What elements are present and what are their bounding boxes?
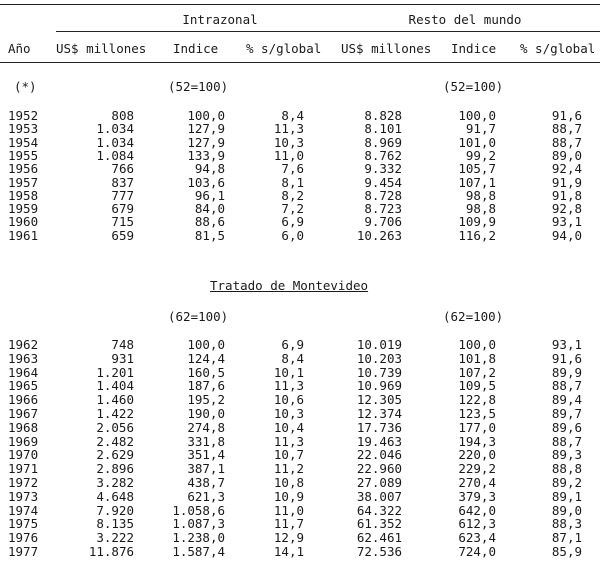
table-row [0, 530, 600, 545]
table-cell: 89,1 [551, 488, 582, 504]
table-row [0, 365, 600, 380]
header-rule [0, 62, 600, 63]
table-cell: 101,0 [458, 134, 496, 150]
table-cell: 10,3 [273, 134, 304, 150]
table-cell: 88,8 [551, 461, 582, 477]
table-cell: 1.034 [96, 121, 134, 137]
table-cell: 8.101 [364, 121, 402, 137]
table-cell: 1.460 [96, 392, 134, 408]
table-cell: 105,7 [458, 161, 496, 177]
table-cell: 88,7 [551, 433, 582, 449]
table-cell: 3.282 [96, 475, 134, 490]
table-cell: 229,2 [458, 461, 496, 477]
table-cell: 12.374 [356, 406, 402, 421]
table-cell: 11,3 [273, 433, 304, 449]
col-pct-1-header: % s/global [246, 41, 322, 56]
table-cell: 12.305 [356, 392, 402, 408]
table-cell: 2.629 [96, 447, 134, 463]
table-cell: 1.058,6 [172, 502, 225, 518]
table-cell: 100,0 [458, 337, 496, 352]
footnote-mark: (*) [14, 79, 37, 94]
table-cell: 87,1 [551, 530, 582, 546]
table-row [0, 406, 600, 421]
table-row [0, 475, 600, 490]
table-cell: 101,8 [458, 350, 496, 366]
section1-base-1: (52=100) [168, 79, 229, 94]
table-row [0, 420, 600, 435]
table-cell: 1975 [8, 516, 39, 532]
table-cell: 1.034 [96, 134, 134, 150]
table-row [0, 489, 600, 504]
table-cell: 11,2 [273, 461, 304, 477]
table-cell: 679 [111, 201, 134, 217]
table-cell: 1972 [8, 475, 39, 490]
table-cell: 1957 [8, 174, 39, 190]
table-row [0, 503, 600, 518]
table-cell: 89,3 [551, 447, 582, 463]
table-cell: 89,2 [551, 475, 582, 490]
table-cell: 85,9 [551, 544, 582, 559]
table-cell: 62.461 [356, 530, 402, 546]
table-cell: 91,6 [551, 350, 582, 366]
table-cell: 10,8 [273, 475, 304, 490]
table-cell: 89,7 [551, 406, 582, 421]
table-cell: 11,0 [273, 147, 304, 163]
table-cell: 116,2 [458, 227, 496, 243]
table-cell: 1968 [8, 419, 39, 435]
table-cell: 72.536 [356, 544, 402, 559]
table-cell: 7,2 [281, 201, 304, 217]
table-cell: 10,9 [273, 488, 304, 504]
table-row [0, 378, 600, 393]
table-cell: 10,6 [273, 392, 304, 408]
table-cell: 89,6 [551, 419, 582, 435]
table-cell: 133,9 [187, 147, 225, 163]
table-cell: 1.087,3 [172, 516, 225, 532]
table-cell: 1.201 [96, 364, 134, 380]
section2-title: Tratado de Montevideo [210, 278, 369, 293]
table-cell: 88,7 [551, 121, 582, 137]
table-cell: 8.969 [364, 134, 402, 150]
group-rule [56, 31, 600, 32]
table-cell: 8,2 [281, 187, 304, 203]
table-cell: 2.896 [96, 461, 134, 477]
table-cell: 1.084 [96, 147, 134, 163]
table-cell: 10.203 [356, 350, 402, 366]
section1-base-2: (52=100) [443, 79, 504, 94]
table-cell: 8,1 [281, 174, 304, 190]
group-intrazonal-label: Intrazonal [182, 12, 258, 27]
table-cell: 8.728 [364, 187, 402, 203]
section2-base-2: (62=100) [443, 309, 504, 324]
table-cell: 4.648 [96, 488, 134, 504]
table-cell: 8.723 [364, 201, 402, 217]
table-cell: 91,6 [551, 108, 582, 123]
table-cell: 1963 [8, 350, 39, 366]
table-cell: 379,3 [458, 488, 496, 504]
table-row [0, 228, 600, 243]
col-indice-1-header: Indice [173, 41, 219, 56]
table-cell: 1969 [8, 433, 39, 449]
table-row [0, 544, 600, 559]
table-cell: 1964 [8, 364, 39, 380]
table-cell: 9.332 [364, 161, 402, 177]
table-cell: 1970 [8, 447, 39, 463]
table-cell: 177,0 [458, 419, 496, 435]
table-row [0, 447, 600, 462]
table-cell: 84,0 [194, 201, 225, 217]
table-cell: 10.969 [356, 378, 402, 394]
table-cell: 124,4 [187, 350, 225, 366]
table-cell: 96,1 [194, 187, 225, 203]
table-cell: 93,1 [551, 337, 582, 352]
table-cell: 127,9 [187, 121, 225, 137]
table-cell: 11,3 [273, 121, 304, 137]
col-usd-1-header: US$ millones [56, 41, 147, 56]
table-cell: 17.736 [356, 419, 402, 435]
table-cell: 190,0 [187, 406, 225, 421]
table-cell: 1966 [8, 392, 39, 408]
table-cell: 91,7 [465, 121, 496, 137]
table-cell: 1959 [8, 201, 39, 217]
table-cell: 612,3 [458, 516, 496, 532]
table-cell: 10,3 [273, 406, 304, 421]
group-resto-label: Resto del mundo [408, 12, 522, 27]
col-usd-2-header: US$ millones [341, 41, 432, 56]
table-cell: 1973 [8, 488, 39, 504]
table-cell: 7.920 [96, 502, 134, 518]
table-cell: 1962 [8, 337, 39, 352]
table-cell: 3.222 [96, 530, 134, 546]
table-cell: 1960 [8, 214, 39, 230]
table-cell: 8.135 [96, 516, 134, 532]
table-cell: 1961 [8, 227, 39, 243]
table-cell: 11.876 [88, 544, 134, 559]
table-cell: 724,0 [458, 544, 496, 559]
table-cell: 8.828 [364, 108, 402, 123]
table-cell: 107,1 [458, 174, 496, 190]
table-cell: 14,1 [273, 544, 304, 559]
table-cell: 331,8 [187, 433, 225, 449]
table-cell: 351,4 [187, 447, 225, 463]
table-cell: 1.422 [96, 406, 134, 421]
table-cell: 1.238,0 [172, 530, 225, 546]
table-cell: 387,1 [187, 461, 225, 477]
table-cell: 1.404 [96, 378, 134, 394]
table-cell: 19.463 [356, 433, 402, 449]
table-cell: 27.089 [356, 475, 402, 490]
table-cell: 1953 [8, 121, 39, 137]
table-row [0, 461, 600, 476]
table-cell: 8,4 [281, 108, 304, 123]
table-cell: 160,5 [187, 364, 225, 380]
table-cell: 748 [111, 337, 134, 352]
table-cell: 10,7 [273, 447, 304, 463]
table-cell: 98,8 [465, 187, 496, 203]
table-cell: 123,5 [458, 406, 496, 421]
table-cell: 91,8 [551, 187, 582, 203]
table-cell: 808 [111, 108, 134, 123]
table-cell: 89,0 [551, 502, 582, 518]
table-cell: 64.322 [356, 502, 402, 518]
table-cell: 89,9 [551, 364, 582, 380]
table-cell: 187,6 [187, 378, 225, 394]
table-cell: 10.019 [356, 337, 402, 352]
table-cell: 9.454 [364, 174, 402, 190]
table-cell: 93,1 [551, 214, 582, 230]
table-cell: 837 [111, 174, 134, 190]
table-cell: 88,3 [551, 516, 582, 532]
table-cell: 8.762 [364, 147, 402, 163]
table-cell: 10,4 [273, 419, 304, 435]
table-cell: 89,0 [551, 147, 582, 163]
table-cell: 107,2 [458, 364, 496, 380]
table-cell: 270,4 [458, 475, 496, 490]
table-cell: 1958 [8, 187, 39, 203]
table-cell: 9.706 [364, 214, 402, 230]
table-cell: 194,3 [458, 433, 496, 449]
table-cell: 6,9 [281, 214, 304, 230]
table-cell: 195,2 [187, 392, 225, 408]
table-cell: 127,9 [187, 134, 225, 150]
table-cell: 92,8 [551, 201, 582, 217]
table-cell: 2.056 [96, 419, 134, 435]
table-cell: 931 [111, 350, 134, 366]
table-cell: 1956 [8, 161, 39, 177]
table-cell: 88,6 [194, 214, 225, 230]
table-row [0, 351, 600, 366]
table-cell: 11,0 [273, 502, 304, 518]
table-cell: 88,7 [551, 134, 582, 150]
table-cell: 10.739 [356, 364, 402, 380]
table-cell: 38.007 [356, 488, 402, 504]
table-cell: 92,4 [551, 161, 582, 177]
table-cell: 1952 [8, 108, 39, 123]
table-cell: 91,9 [551, 174, 582, 190]
table-cell: 98,8 [465, 201, 496, 217]
table-cell: 1976 [8, 530, 39, 546]
table-cell: 100,0 [458, 108, 496, 123]
table-cell: 1971 [8, 461, 39, 477]
table-cell: 6,9 [281, 337, 304, 352]
table-cell: 22.046 [356, 447, 402, 463]
table-cell: 11,3 [273, 378, 304, 394]
table-cell: 1.587,4 [172, 544, 225, 559]
table-cell: 12,9 [273, 530, 304, 546]
table-cell: 100,0 [187, 337, 225, 352]
table-cell: 109,9 [458, 214, 496, 230]
table-row [0, 516, 600, 531]
table-cell: 1954 [8, 134, 39, 150]
table-row [0, 434, 600, 449]
table-cell: 438,7 [187, 475, 225, 490]
table-cell: 103,6 [187, 174, 225, 190]
table-cell: 621,3 [187, 488, 225, 504]
section2-base-1: (62=100) [168, 309, 229, 324]
table-cell: 220,0 [458, 447, 496, 463]
table-cell: 1955 [8, 147, 39, 163]
table-cell: 22.960 [356, 461, 402, 477]
top-rule [0, 4, 600, 5]
table-row [0, 392, 600, 407]
table-cell: 6,0 [281, 227, 304, 243]
table-cell: 100,0 [187, 108, 225, 123]
table-cell: 7,6 [281, 161, 304, 177]
col-indice-2-header: Indice [451, 41, 497, 56]
table-cell: 94,0 [551, 227, 582, 243]
col-pct-2-header: % s/global [520, 41, 596, 56]
table-cell: 10.263 [356, 227, 402, 243]
table-cell: 1974 [8, 502, 39, 518]
table-row [0, 337, 600, 352]
table-cell: 109,5 [458, 378, 496, 394]
table-cell: 642,0 [458, 502, 496, 518]
table-cell: 89,4 [551, 392, 582, 408]
table-cell: 1977 [8, 544, 39, 559]
table-cell: 11,7 [273, 516, 304, 532]
table-cell: 1967 [8, 406, 39, 421]
table-cell: 61.352 [356, 516, 402, 532]
table-cell: 1965 [8, 378, 39, 394]
table-cell: 274,8 [187, 419, 225, 435]
table-cell: 659 [111, 227, 134, 243]
table-cell: 99,2 [465, 147, 496, 163]
table-cell: 10,1 [273, 364, 304, 380]
table-cell: 88,7 [551, 378, 582, 394]
table-cell: 715 [111, 214, 134, 230]
table-cell: 2.482 [96, 433, 134, 449]
table-cell: 8,4 [281, 350, 304, 366]
table-cell: 766 [111, 161, 134, 177]
table-cell: 94,8 [194, 161, 225, 177]
table-cell: 81,5 [194, 227, 225, 243]
table-cell: 122,8 [458, 392, 496, 408]
col-year-header: Año [8, 41, 31, 56]
table-cell: 623,4 [458, 530, 496, 546]
table-cell: 777 [111, 187, 134, 203]
